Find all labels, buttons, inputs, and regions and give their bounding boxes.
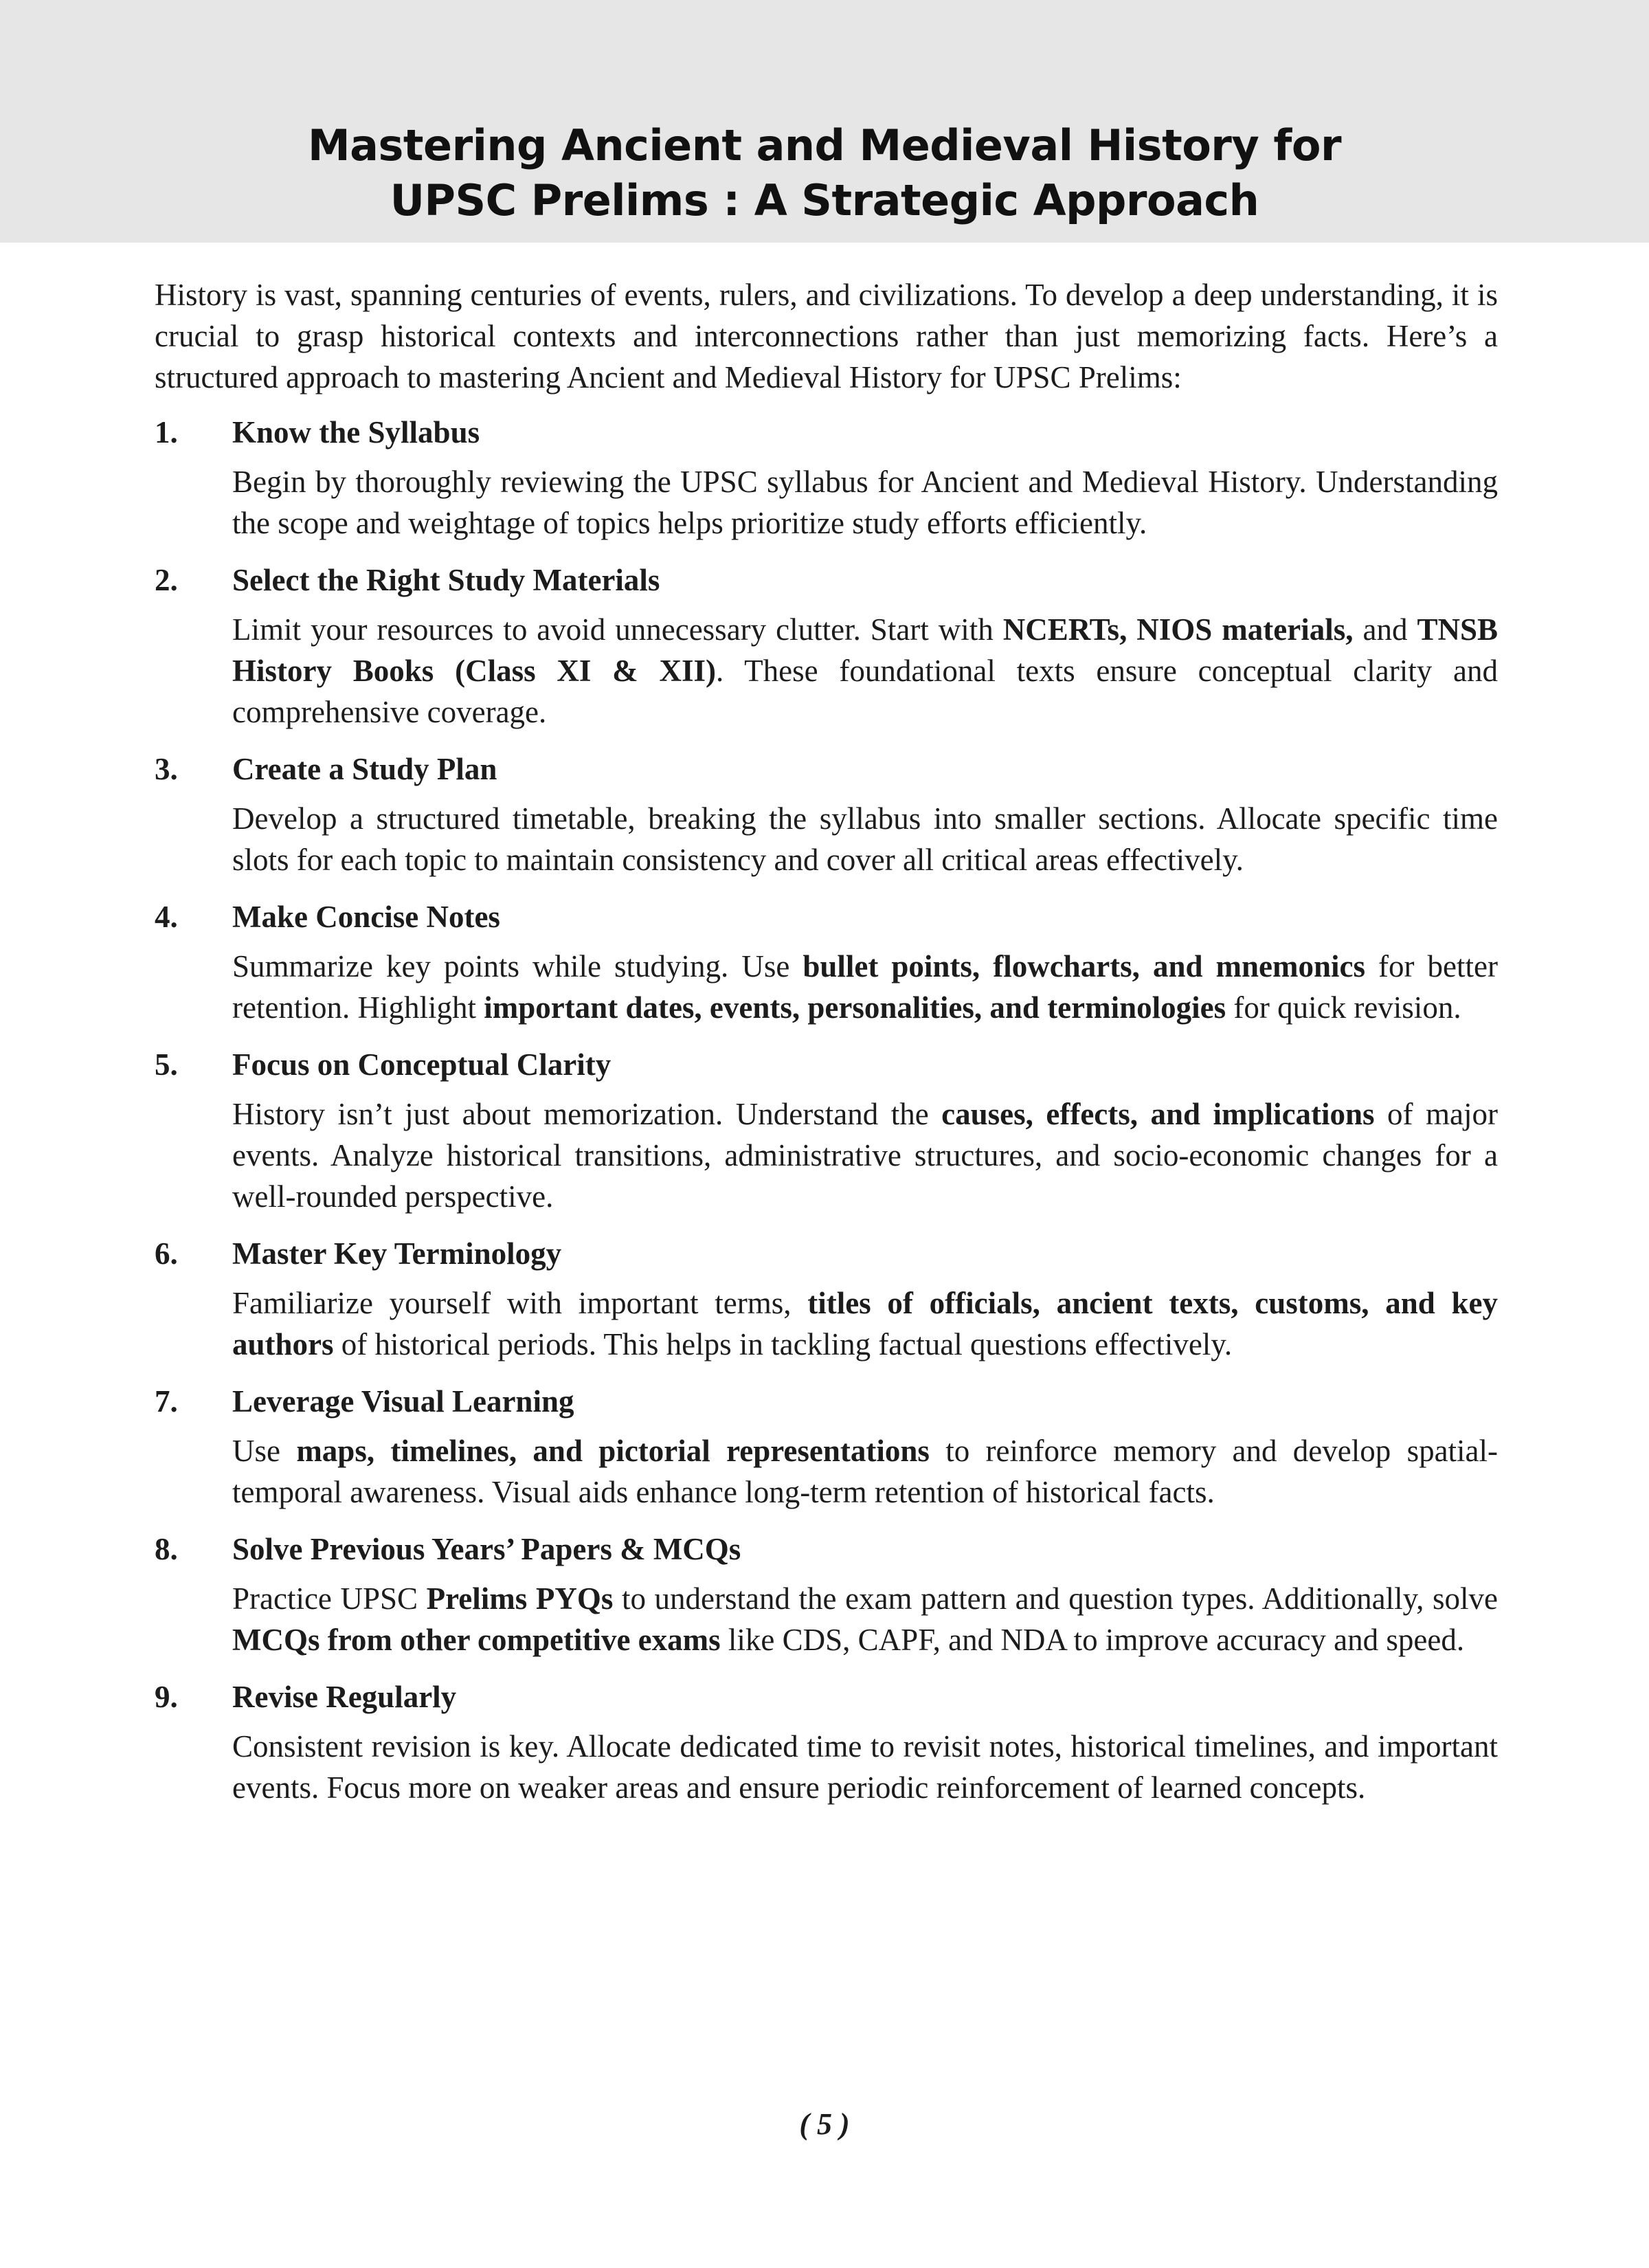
item-heading: Focus on Conceptual Clarity	[232, 1047, 612, 1082]
list-item-key-terminology	[155, 1233, 1498, 1365]
item-heading: Select the Right Study Materials	[232, 563, 660, 597]
list-item-previous-papers	[155, 1528, 1498, 1660]
list-item-study-materials	[155, 559, 1498, 733]
item-text: Develop a structured timetable, breaking the syllabus into smaller sections. Allocate specific time slots for each topic to maintain consistency and cover all critical areas effectively.	[232, 801, 1498, 877]
item-number: 2.	[155, 563, 178, 597]
item-text: to understand the exam pattern and question types. Additionally, solve	[613, 1581, 1499, 1616]
item-body	[232, 1282, 1498, 1365]
item-body	[232, 609, 1498, 733]
item-text: to reinforce memory and develop spatial-temporal awareness. Visual aids enhance long-term retention of historical facts.	[232, 1434, 1499, 1509]
item-text: like CDS, CAPF, and NDA to improve accuracy and speed.	[720, 1623, 1465, 1657]
page-number: ( 5 )	[799, 2107, 850, 2141]
item-body	[232, 1093, 1498, 1217]
item-emphasis: MCQs from other competitive exams	[232, 1623, 721, 1657]
item-text: Practice UPSC	[232, 1581, 427, 1616]
list-item-revise-regularly	[155, 1676, 1498, 1808]
item-body	[232, 461, 1498, 544]
item-heading: Make Concise Notes	[232, 900, 500, 934]
item-number: 8.	[155, 1532, 178, 1566]
item-body	[232, 1430, 1498, 1513]
item-text: of major events. Analyze historical transitions, administrative structures, and socio-economic changes for a well-rounded perspective.	[232, 1097, 1498, 1214]
item-text: for better retention. Highlight	[232, 949, 1498, 1025]
item-text: Consistent revision is key. Allocate dedicated time to revisit notes, historical timelines, and important events. Focus more on weaker areas and ensure periodic reinforcement of learned concepts.	[232, 1729, 1498, 1805]
item-body	[232, 798, 1498, 880]
item-heading: Leverage Visual Learning	[232, 1384, 574, 1419]
list-item-visual-learning	[155, 1381, 1498, 1513]
item-text: and	[1353, 612, 1417, 647]
item-emphasis: TNSB History Books (Class XI & XII)	[232, 612, 1498, 688]
list-item-conceptual-clarity	[155, 1044, 1498, 1217]
item-emphasis: important dates, events, personalities, and terminologies	[484, 990, 1226, 1025]
list-item-concise-notes	[155, 896, 1498, 1028]
item-emphasis: NCERTs, NIOS materials,	[1002, 612, 1354, 647]
intro-paragraph: History is vast, spanning centuries of events, rulers, and civilizations. To develop a deep understanding, it is crucial to grasp historical contexts and interconnections rather than just memorizing facts. Here’s a structured approach to mastering Ancient and Medieval History for UPSC Prelims:	[155, 278, 1498, 394]
list-item-syllabus	[155, 412, 1498, 544]
item-emphasis: maps, timelines, and pictorial representations	[296, 1434, 930, 1468]
item-number: 9.	[155, 1680, 178, 1714]
item-text: Use	[232, 1434, 297, 1468]
page-title-line-2: UPSC Prelims : A Strategic Approach	[390, 175, 1259, 225]
item-number: 4.	[155, 900, 178, 934]
item-text: for quick revision.	[1226, 990, 1461, 1025]
item-number: 3.	[155, 752, 178, 786]
item-body	[232, 1578, 1498, 1660]
item-text: . These foundational texts ensure conceptual clarity and comprehensive coverage.	[232, 654, 1498, 729]
article-body	[155, 274, 1498, 1824]
item-heading: Create a Study Plan	[232, 752, 497, 786]
item-body	[232, 946, 1498, 1028]
item-emphasis: bullet points, flowcharts, and mnemonics	[803, 949, 1366, 983]
item-number: 7.	[155, 1384, 178, 1419]
item-number: 6.	[155, 1236, 178, 1271]
list-item-study-plan	[155, 748, 1498, 880]
item-emphasis: causes, effects, and implications	[941, 1097, 1375, 1131]
item-number: 1.	[155, 415, 178, 449]
page-title	[0, 118, 1649, 228]
item-heading: Know the Syllabus	[232, 415, 480, 449]
item-emphasis: titles of officials, ancient texts, customs, and key authors	[232, 1286, 1498, 1361]
title-band	[0, 0, 1649, 243]
item-text: of historical periods. This helps in tackling factual questions effectively.	[333, 1327, 1233, 1361]
item-heading: Solve Previous Years’ Papers & MCQs	[232, 1532, 741, 1566]
item-text: Limit your resources to avoid unnecessary clutter. Start with	[232, 612, 1003, 647]
item-heading: Revise Regularly	[232, 1680, 457, 1714]
item-body	[232, 1726, 1498, 1808]
item-text: Summarize key points while studying. Use	[232, 949, 803, 983]
item-heading: Master Key Terminology	[232, 1236, 562, 1271]
item-text: History isn’t just about memorization. Understand the	[232, 1097, 942, 1131]
item-number: 5.	[155, 1047, 178, 1082]
page-title-line-1: Mastering Ancient and Medieval History for	[307, 120, 1342, 170]
item-text: Begin by thoroughly reviewing the UPSC syllabus for Ancient and Medieval History. Understanding the scope and weightage of topics helps prioritize study efforts efficiently.	[232, 465, 1498, 540]
item-text: Familiarize yourself with important terms,	[232, 1286, 808, 1320]
item-emphasis: Prelims PYQs	[426, 1581, 614, 1616]
